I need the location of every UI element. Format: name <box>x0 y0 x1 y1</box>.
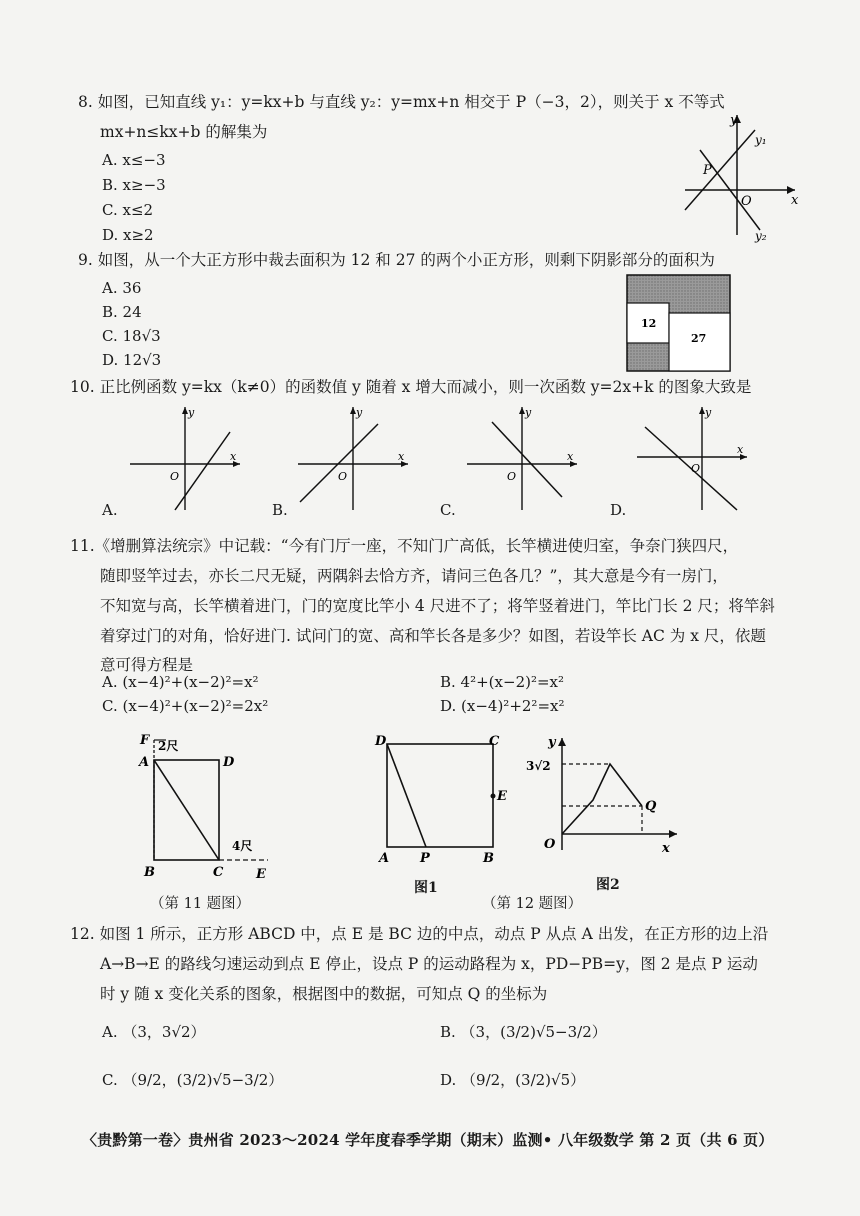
q12-stem-line1: 12. 如图 1 所示，正方形 ABCD 中，点 E 是 BC 边的中点，动点 P 从点 A 出发，在正方形的边上沿 <box>70 925 769 943</box>
q11-option-b: B. 4²+(x−2)²=x² <box>440 673 565 691</box>
q11-stem-line5: 意可得方程是 <box>100 656 194 674</box>
q10-option-b: B. <box>272 501 288 519</box>
q10a-o: O <box>170 470 180 483</box>
q11-option-c: C. (x−4)²+(x−2)²=2x² <box>102 697 269 715</box>
q12-fig1-c: C <box>489 734 500 749</box>
q11-fig-b: B <box>144 865 155 880</box>
q12-figure2 <box>522 734 682 859</box>
q8-figure <box>675 110 810 245</box>
q8-option-b: B. x≥−3 <box>102 176 166 194</box>
q12-option-d: D. （9/2，(3/2)√5） <box>440 1071 586 1089</box>
q10b-x: x <box>398 450 405 463</box>
q9-option-b: B. 24 <box>102 303 142 321</box>
q10c-x: x <box>567 450 574 463</box>
q12-fig2-o: O <box>544 837 556 852</box>
q12-option-c: C. （9/2，(3/2)√5−3/2） <box>102 1071 284 1089</box>
q12-caption: （第 12 题图） <box>482 896 583 912</box>
q11-option-d: D. (x−4)²+2²=x² <box>440 697 565 715</box>
q8-option-c: C. x≤2 <box>102 201 154 219</box>
q11-stem-line3: 不知宽与高，长竿横着进门，门的宽度比竿小 4 尺进不了；将竿竖着进门，竿比门长 2 尺；将竿斜 <box>100 597 775 615</box>
q10d-y: y <box>705 406 712 419</box>
q9-option-a: A. 36 <box>102 279 142 297</box>
q12-fig2-3sqrt2: 3√2 <box>526 759 551 773</box>
q12-option-a: A. （3，3√2） <box>102 1023 206 1041</box>
q12-fig1-b: B <box>483 851 494 866</box>
q12-fig1-name: 图1 <box>414 880 438 896</box>
q9-stem: 9. 如图，从一个大正方形中裁去面积为 12 和 27 的两个小正方形，则剩下阴影部分的面积为 <box>78 251 715 269</box>
q11-stem-line1: 11.《增删算法统宗》中记载：“今有门厅一座，不知门广高低，长竿横进使归室，争奈门狭四尺， <box>70 537 739 555</box>
q10d-o: O <box>691 462 701 475</box>
q12-option-b: B. （3，(3/2)√5−3/2） <box>440 1023 607 1041</box>
q11-fig-2chi: 2尺 <box>158 739 179 753</box>
q8-fig-p: P <box>703 163 712 178</box>
q12-stem-line3: 时 y 随 x 变化关系的图象，根据图中的数据，可知点 Q 的坐标为 <box>100 985 548 1003</box>
q10a-x: x <box>230 450 237 463</box>
q10-graph-a <box>130 402 245 514</box>
page-footer: 〈贵黔第一卷〉贵州省 2023～2024 学年度春季学期（期末）监测• 八年级数学 第 2 页（共 6 页） <box>82 1131 774 1149</box>
q10c-y: y <box>525 406 532 419</box>
q8-fig-y1: y₁ <box>755 133 767 147</box>
q11-fig-4chi: 4尺 <box>232 839 253 853</box>
q8-fig-y: y <box>730 113 738 128</box>
q8-option-a: A. x≤−3 <box>102 151 166 169</box>
q10c-o: O <box>507 470 517 483</box>
q9-figure <box>627 275 732 373</box>
q12-fig1-p: P <box>420 851 430 866</box>
q8-fig-y2: y₂ <box>755 229 767 243</box>
q11-stem-line4: 着穿过门的对角，恰好进门. 试问门的宽、高和竿长各是多少？如图，若设竿长 AC 为 x 尺，依题 <box>100 627 766 645</box>
q10b-o: O <box>338 470 348 483</box>
q11-fig-f: F <box>140 733 150 748</box>
q12-fig2-y: y <box>548 735 556 750</box>
q12-fig1-a: A <box>379 851 390 866</box>
q10-stem: 10. 正比例函数 y=kx（k≠0）的函数值 y 随着 x 增大而减小，则一次函数 y=2x+k 的图象大致是 <box>70 378 752 396</box>
q12-stem-line2: A→B→E 的路线匀速运动到点 E 停止，设点 P 的运动路程为 x，PD−PB=y，图 2 是点 P 运动 <box>100 955 758 973</box>
q10a-y: y <box>188 406 195 419</box>
q10-option-a: A. <box>102 501 118 519</box>
q8-stem-line1: 8. 如图，已知直线 y₁：y=kx+b 与直线 y₂：y=mx+n 相交于 P（−3，2），则关于 x 不等式 <box>78 93 725 111</box>
q8-fig-x: x <box>791 193 799 208</box>
q10b-y: y <box>356 406 363 419</box>
q11-stem-line2: 随即竖竿过去，亦长二尺无疑，两隅斜去恰方齐，请问三色各几？”，其大意是今有一房门， <box>100 567 728 585</box>
q11-fig-e: E <box>256 867 266 882</box>
q10-option-c: C. <box>440 501 456 519</box>
q9-option-d: D. 12√3 <box>102 351 162 369</box>
q11-fig-a: A <box>139 755 150 770</box>
q11-fig-d: D <box>223 755 235 770</box>
q9-option-c: C. 18√3 <box>102 327 161 345</box>
q10-graph-d <box>637 402 752 514</box>
q9-fig-27: 27 <box>691 332 707 345</box>
q10d-x: x <box>737 443 744 456</box>
q12-fig2-x: x <box>662 841 670 856</box>
q8-stem-line2: mx+n≤kx+b 的解集为 <box>100 123 268 141</box>
q12-fig1-e: E <box>497 789 507 804</box>
q9-fig-12: 12 <box>641 317 657 330</box>
q12-figure1 <box>373 730 513 865</box>
q8-option-d: D. x≥2 <box>102 226 154 244</box>
q11-caption: （第 11 题图） <box>150 896 251 912</box>
q11-fig-c: C <box>213 865 224 880</box>
q12-fig2-name: 图2 <box>596 877 620 893</box>
q8-fig-o: O <box>741 194 752 209</box>
q10-graph-b <box>298 402 413 514</box>
q10-graph-c <box>467 402 582 514</box>
q11-option-a: A. (x−4)²+(x−2)²=x² <box>102 673 259 691</box>
q10-option-d: D. <box>610 501 627 519</box>
q12-fig2-q: Q <box>645 799 657 814</box>
q11-figure <box>138 732 278 882</box>
q12-fig1-d: D <box>375 734 387 749</box>
